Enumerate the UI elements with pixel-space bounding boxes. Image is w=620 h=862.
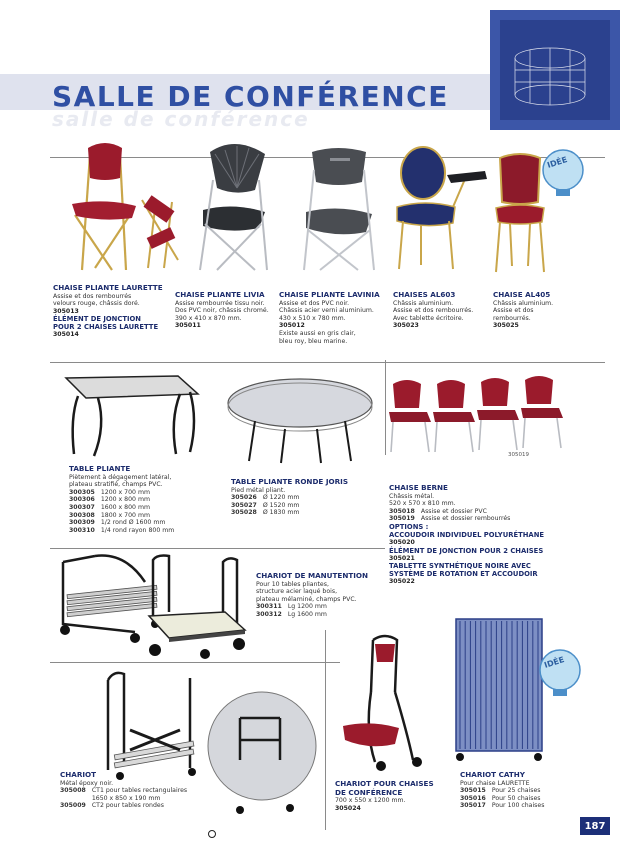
idea-badge-label: IDÉE — [543, 655, 566, 670]
product-name: TABLE PLIANTE RONDE JORIS — [231, 477, 348, 486]
product-desc: Assise rembourrée tissu noir. — [175, 299, 265, 307]
berne-info — [389, 484, 604, 586]
page-title: SALLE DE CONFÉRENCE — [52, 80, 449, 113]
table-pliante-info — [69, 465, 209, 534]
product-name: CHARIOT DE MANUTENTION — [256, 571, 369, 580]
table-ronde-sizes — [231, 494, 305, 517]
product-size: 1/4 rond rayon 800 mm — [100, 526, 175, 534]
chariot-cathy-info — [460, 771, 570, 810]
product-code: 300309 — [69, 519, 95, 527]
al603-chair-image — [385, 145, 490, 275]
product-code: 305015 — [460, 787, 486, 795]
wire-cart-sketch — [505, 40, 590, 110]
product-variant: Assise et dossier PVC — [420, 507, 487, 515]
product-code: 305027 — [231, 501, 257, 509]
product-size: Ø 1220 mm — [262, 494, 300, 502]
product-code: 305026 — [231, 494, 257, 502]
product-variant: CT1 pour tables rectangulaires — [91, 787, 188, 795]
product-size: Lg 1200 mm — [287, 603, 327, 611]
round-table-image — [225, 375, 375, 465]
table-row — [460, 802, 550, 810]
product-name: TABLE PLIANTE — [69, 464, 131, 473]
product-desc: Pied métal pliant. — [231, 486, 286, 494]
table-pliante-sizes — [69, 489, 180, 535]
livia-info — [175, 291, 280, 330]
chariot-manutention-sizes — [256, 603, 333, 618]
product-code: 305028 — [231, 509, 257, 517]
divider — [50, 362, 605, 363]
table-row — [231, 509, 305, 517]
chariot-cathy-variants — [460, 787, 550, 810]
chariot-variants — [60, 787, 193, 810]
table-row — [69, 504, 180, 512]
product-code: 305017 — [460, 802, 486, 810]
product-desc: Pour chaise LAURETTE — [460, 779, 530, 787]
product-size: 1/2 rond Ø 1600 mm — [100, 519, 166, 527]
page-number: 187 — [580, 817, 610, 835]
product-desc: Assise et dos PVC noir. — [279, 299, 350, 307]
table-row — [256, 611, 333, 619]
product-variant: Pour 50 chaises — [491, 794, 541, 802]
table-row — [69, 527, 180, 535]
product-desc: Assise et dos — [493, 307, 534, 315]
option-name: ÉLÉMENT DE JONCTION — [53, 315, 141, 324]
product-desc: 430 x 510 x 780 mm. — [279, 314, 346, 322]
chariot-manutention-info — [256, 572, 386, 619]
berne-variants — [389, 508, 516, 523]
product-code: 300306 — [69, 496, 95, 504]
product-desc: Châssis aluminium. — [393, 299, 454, 307]
product-code: 300310 — [69, 526, 95, 534]
table-row — [460, 787, 550, 795]
product-desc: plateau stratifié, champs PVC. — [69, 481, 163, 489]
laurette-chair-image — [60, 140, 185, 275]
chariot-info — [60, 771, 210, 810]
laurette-info — [53, 284, 178, 339]
lavinia-chair-image — [290, 140, 385, 275]
product-size: Lg 1600 mm — [287, 610, 327, 618]
product-desc: velours rouge, châssis doré. — [53, 300, 140, 308]
product-variant: 1650 x 850 x 190 mm — [91, 794, 161, 802]
idea-badge-label: IDÉE — [546, 155, 569, 170]
product-name: CHAISES AL603 — [393, 290, 456, 299]
product-size: 1800 x 700 mm — [100, 511, 151, 519]
product-size: 1200 x 800 mm — [100, 496, 151, 504]
berne-chairs-image — [385, 372, 585, 457]
table-row — [389, 515, 516, 523]
product-code: 305023 — [393, 322, 419, 330]
product-code: 305016 — [460, 794, 486, 802]
berne-photo-code: 305019 — [508, 452, 529, 458]
product-size: 1200 x 700 mm — [100, 488, 151, 496]
chariot-manutention-image — [145, 550, 250, 665]
product-size: 1600 x 800 mm — [100, 503, 151, 511]
product-desc: 700 x 550 x 1200 mm. — [335, 797, 406, 805]
product-desc: Métal époxy noir. — [60, 779, 114, 787]
product-code: 305018 — [389, 507, 415, 515]
divider — [50, 548, 385, 549]
option-name: TABLETTE SYNTHÉTIQUE NOIRE AVEC SYSTÈME DE ROTATION ET ACCOUDOIR — [389, 562, 538, 579]
livia-chair-image — [185, 140, 280, 275]
idea-bulb-icon — [535, 645, 585, 700]
page-subtitle-watermark: salle de conférence — [52, 107, 310, 131]
product-desc: Assise et dos rembourrés — [53, 292, 132, 300]
option-name: ACCOUDOIR INDIVIDUEL POLYURÉTHANE — [389, 530, 545, 539]
chair-trolley-image — [335, 632, 435, 777]
product-name: CHARIOT POUR CHAISES — [335, 779, 434, 788]
product-code: 305022 — [389, 578, 415, 586]
product-code: 300311 — [256, 603, 282, 611]
product-code: 300312 — [256, 610, 282, 618]
product-desc: rembourrés. — [493, 314, 531, 322]
product-desc: Châssis acier verni aluminium. — [279, 307, 374, 315]
chariot-chaises-info — [335, 780, 445, 812]
product-variant: Pour 25 chaises — [491, 787, 541, 795]
idea-bulb-icon — [538, 145, 588, 200]
options-label: OPTIONS : — [389, 522, 429, 531]
product-desc: 520 x 570 x 810 mm. — [389, 500, 456, 508]
option-name: ÉLÉMENT DE JONCTION POUR 2 CHAISES — [389, 546, 544, 555]
table-row — [69, 496, 180, 504]
al405-info — [493, 291, 573, 330]
product-name: CHARIOT — [60, 770, 97, 779]
product-name: CHAISE PLIANTE LAVINIA — [279, 290, 380, 299]
product-code: 305011 — [175, 322, 201, 330]
product-name: CHAISE BERNE — [389, 483, 448, 492]
product-code: 300308 — [69, 511, 95, 519]
product-code: 305009 — [60, 802, 86, 810]
product-variant: CT2 pour tables rondes — [91, 802, 164, 810]
product-size: Ø 1520 mm — [262, 501, 300, 509]
product-code: 305024 — [335, 804, 361, 812]
product-name: CHAISE AL405 — [493, 290, 551, 299]
product-code: 305013 — [53, 307, 79, 315]
folding-table-image — [58, 368, 203, 463]
product-code: 300307 — [69, 503, 95, 511]
product-desc: structure acier laqué bois, — [256, 588, 338, 596]
product-desc: Châssis aluminium. — [493, 299, 554, 307]
lavinia-info — [279, 291, 384, 345]
table-ronde-info — [231, 478, 381, 517]
product-code: 305021 — [389, 554, 415, 562]
product-variant: Assise et dossier rembourrés — [420, 515, 511, 523]
table-row — [231, 494, 305, 502]
product-name: CHAISE PLIANTE LAURETTE — [53, 283, 163, 292]
product-code: 305008 — [60, 787, 86, 795]
table-row — [69, 489, 180, 497]
product-desc: Pour 10 tables pliantes, — [256, 580, 329, 588]
product-code: 305012 — [279, 322, 305, 330]
product-name: CHARIOT CATHY — [460, 770, 525, 779]
product-code: 305020 — [389, 538, 415, 546]
product-code: 305025 — [493, 322, 519, 330]
product-desc: Châssis métal. — [389, 492, 435, 500]
product-name: DE CONFÉRENCE — [335, 787, 403, 797]
al603-info — [393, 291, 488, 330]
chariot-ct-image — [100, 660, 325, 840]
product-code — [60, 795, 92, 803]
table-row — [60, 787, 193, 795]
product-desc: 390 x 410 x 870 mm. — [175, 314, 242, 322]
product-desc: bleu roy, bleu marine. — [279, 337, 348, 345]
product-variant: Pour 100 chaises — [491, 802, 545, 810]
table-row — [460, 795, 550, 803]
product-desc: Avec tablette écritoire. — [393, 314, 464, 322]
product-desc: Piètement à dégagement latéral, — [69, 473, 172, 481]
option-name: POUR 2 CHAISES LAURETTE — [53, 323, 159, 332]
product-code: 305019 — [389, 515, 415, 523]
divider — [325, 630, 326, 830]
product-desc: Dos PVC noir, châssis chromé. — [175, 307, 269, 315]
table-row — [60, 795, 193, 803]
product-desc: plateau mélaminé, champs PVC. — [256, 595, 357, 603]
product-code: 300305 — [69, 488, 95, 496]
product-desc: Existe aussi en gris clair, — [279, 329, 356, 337]
table-row — [69, 519, 180, 527]
product-desc: Assise et dos rembourrés. — [393, 307, 474, 315]
product-size: Ø 1830 mm — [262, 509, 300, 517]
table-row — [256, 603, 333, 611]
product-name: CHAISE PLIANTE LIVIA — [175, 290, 265, 299]
product-code: 305014 — [53, 331, 79, 339]
table-row — [60, 802, 193, 810]
